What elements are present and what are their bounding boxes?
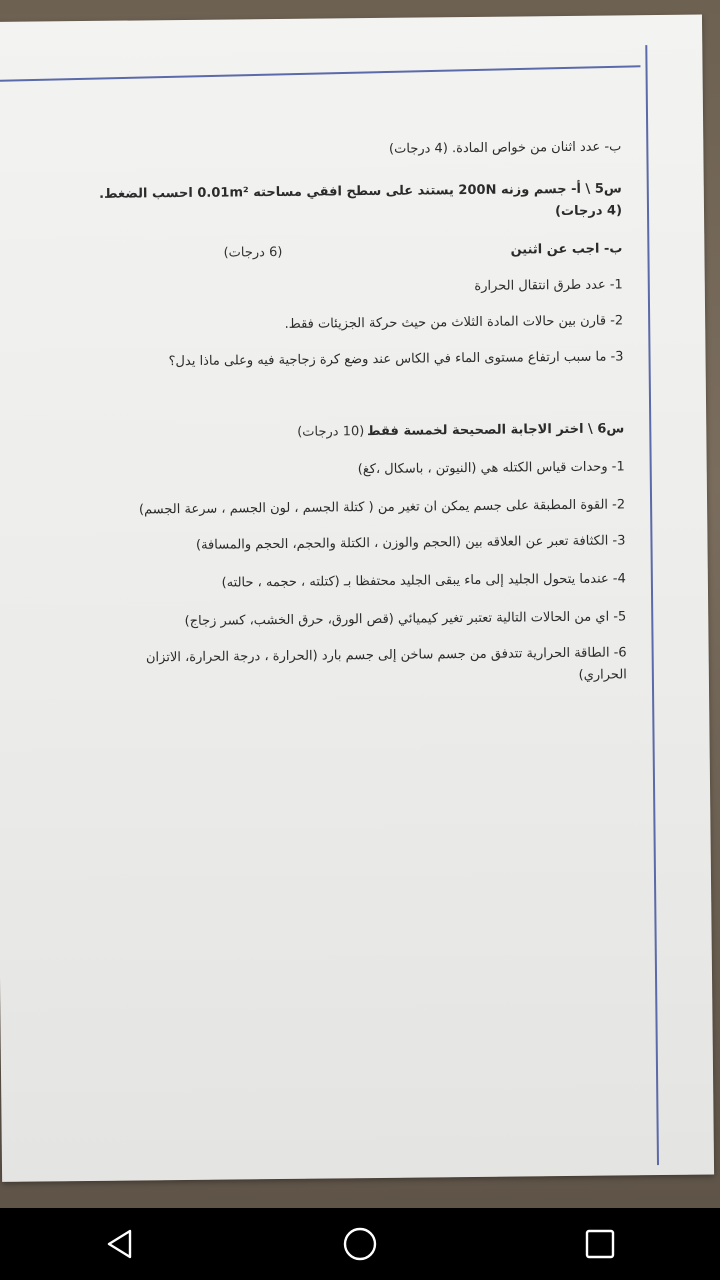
q6-item-6: 6- الطاقة الحرارية تتدفق من جسم ساخن إلى جسم بارد (الحرارة ، درجة الحرارة، الاتزان [145,645,627,666]
q5b-score: (6 درجات) [223,244,283,261]
system-navbar [0,1208,720,1280]
recents-button[interactable] [570,1214,630,1274]
q5b-item-3: 3- ما سبب ارتفاع مستوى الماء في الكاس عند وضع كرة زجاجية فيه وعلى ماذا يدل؟ [168,349,624,370]
q6-score: (10 درجات) [297,424,365,440]
q6-line: س6 \ اختر الاجابة الصحيحة لخمسة فقط [367,421,625,440]
page-border-top [0,65,640,82]
q5b-item-2: 2- قارن بين حالات المادة الثلاث من حيث حركة الجزيئات فقط. [284,313,624,332]
q5a-line: س5 \ أ- جسم وزنه 200N يستند على سطح افقي مساحته 0.01m² احسب الضغط. [99,181,622,202]
back-button[interactable] [90,1214,150,1274]
home-icon [342,1226,378,1262]
q5b-line: ب- اجب عن اثنين [510,241,623,258]
exam-content [31,115,627,683]
q5b-item-1: 1- عدد طرق انتقال الحرارة [474,277,623,294]
recents-icon [584,1228,616,1260]
back-icon [103,1227,137,1261]
q5a-score: (4 درجات) [555,203,623,220]
page-border-right [645,45,659,1165]
home-button[interactable] [330,1214,390,1274]
exam-sheet [0,15,714,1182]
q6-item-5: 5- اي من الحالات التالية تعتبر تغير كيميائي (قص الورق، حرق الخشب، كسر زجاج) [184,609,627,629]
q4b-line: ب- عدد اثنان من خواص المادة. (4 درجات) [388,139,622,157]
q6-item-3: 3- الكثافة تعبر عن العلاقه بين (الحجم والوزن ، الكتلة والحجم، الحجم والمسافة) [195,533,626,553]
q6-item-2: 2- القوة المطبقة على جسم يمكن ان تغير من ( كتلة الجسم ، لون الجسم ، سرعة الجسم) [138,497,626,518]
q6-item-4: 4- عندما يتحول الجليد إلى ماء يبقى الجليد محتفظا بـ (كتلته ، حجمه ، حالته) [221,571,626,591]
q6-item-1: 1- وحدات قياس الكتله هي (النيوتن ، باسكال ،كغ) [357,459,625,478]
q6-item-6-cont: الحراري) [578,667,627,683]
